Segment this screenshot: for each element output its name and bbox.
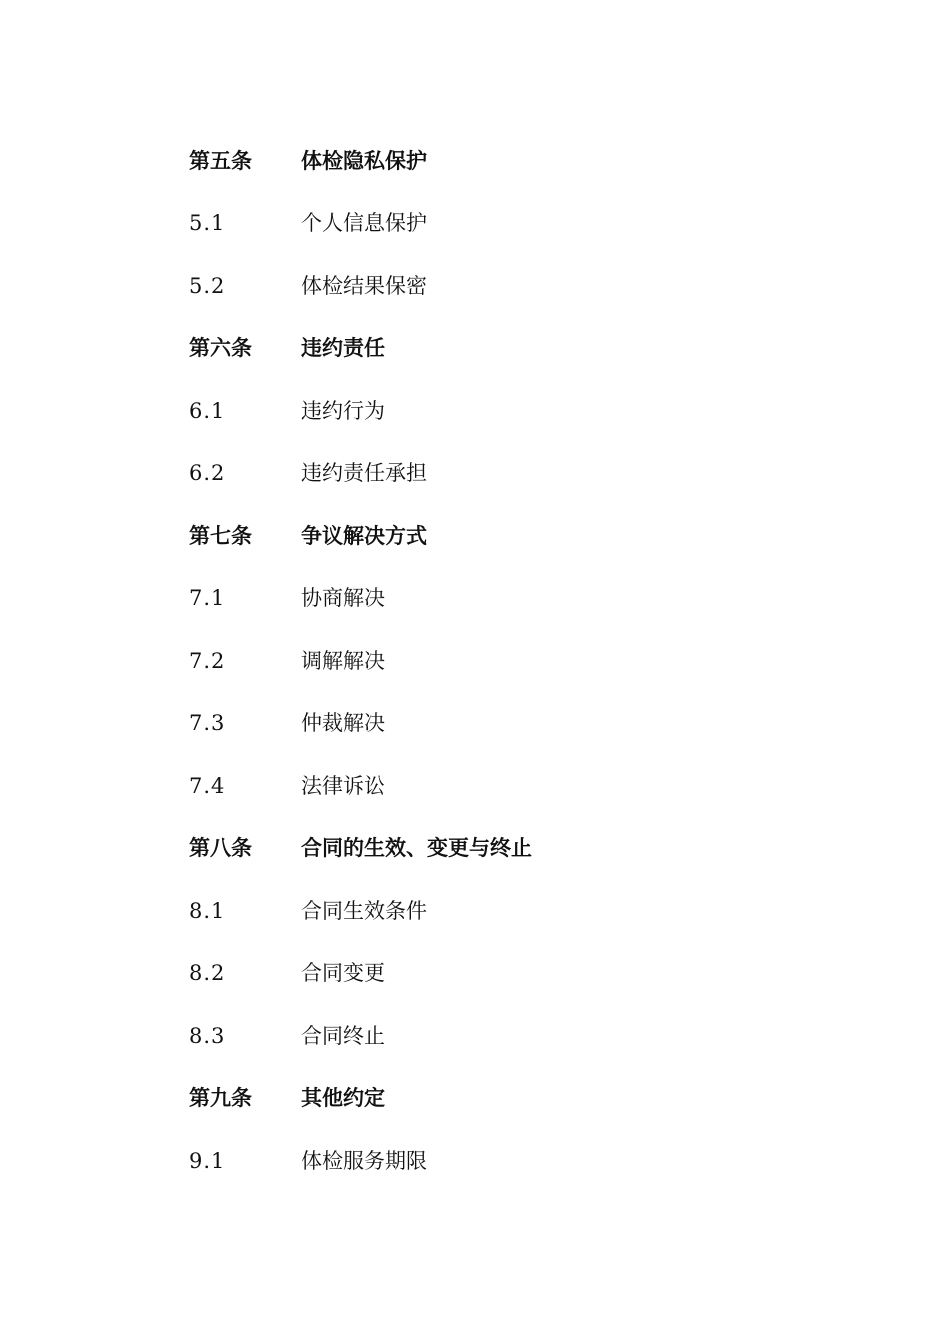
clause-5-2 — [189, 255, 829, 318]
article-heading-7 — [189, 505, 829, 568]
clause-7-3 — [189, 693, 829, 756]
clause-8-2 — [189, 943, 829, 1006]
clause-number: 5.1 — [189, 211, 226, 236]
article-number: 第九条 — [189, 1086, 252, 1111]
clause-8-3 — [189, 1005, 829, 1068]
clause-6-2 — [189, 443, 829, 506]
clause-number: 5.2 — [189, 273, 226, 298]
article-title: 争议解决方式 — [301, 523, 427, 548]
clause-number: 9.1 — [189, 1148, 226, 1173]
clause-title: 合同变更 — [301, 961, 385, 986]
clause-8-1 — [189, 880, 829, 943]
clause-title: 违约责任承担 — [301, 461, 427, 486]
article-number: 第五条 — [189, 148, 252, 173]
clause-number: 8.3 — [189, 1023, 226, 1048]
clause-title: 法律诉讼 — [301, 773, 385, 798]
contract-outline — [189, 130, 829, 1193]
clause-number: 7.3 — [189, 711, 226, 736]
clause-title: 体检结果保密 — [301, 273, 427, 298]
clause-number: 8.1 — [189, 898, 226, 923]
clause-9-1 — [189, 1130, 829, 1193]
article-title: 合同的生效、变更与终止 — [301, 836, 532, 861]
clause-7-4 — [189, 755, 829, 818]
clause-7-1 — [189, 568, 829, 631]
clause-title: 个人信息保护 — [301, 211, 427, 236]
clause-title: 合同终止 — [301, 1023, 385, 1048]
article-heading-6 — [189, 318, 829, 381]
clause-6-1 — [189, 380, 829, 443]
article-title: 违约责任 — [301, 336, 385, 361]
clause-5-1 — [189, 193, 829, 256]
article-number: 第六条 — [189, 336, 252, 361]
clause-number: 8.2 — [189, 961, 226, 986]
clause-number: 7.1 — [189, 586, 226, 611]
clause-number: 6.2 — [189, 461, 226, 486]
clause-title: 调解解决 — [301, 648, 385, 673]
article-heading-8 — [189, 818, 829, 881]
article-title: 其他约定 — [301, 1086, 385, 1111]
article-number: 第七条 — [189, 523, 252, 548]
article-title: 体检隐私保护 — [301, 148, 427, 173]
clause-title: 合同生效条件 — [301, 898, 427, 923]
clause-title: 违约行为 — [301, 398, 385, 423]
clause-title: 体检服务期限 — [301, 1148, 427, 1173]
clause-number: 6.1 — [189, 398, 226, 423]
clause-number: 7.2 — [189, 648, 226, 673]
article-heading-9 — [189, 1068, 829, 1131]
clause-title: 协商解决 — [301, 586, 385, 611]
clause-7-2 — [189, 630, 829, 693]
clause-title: 仲裁解决 — [301, 711, 385, 736]
article-heading-5 — [189, 130, 829, 193]
article-number: 第八条 — [189, 836, 252, 861]
clause-number: 7.4 — [189, 773, 226, 798]
